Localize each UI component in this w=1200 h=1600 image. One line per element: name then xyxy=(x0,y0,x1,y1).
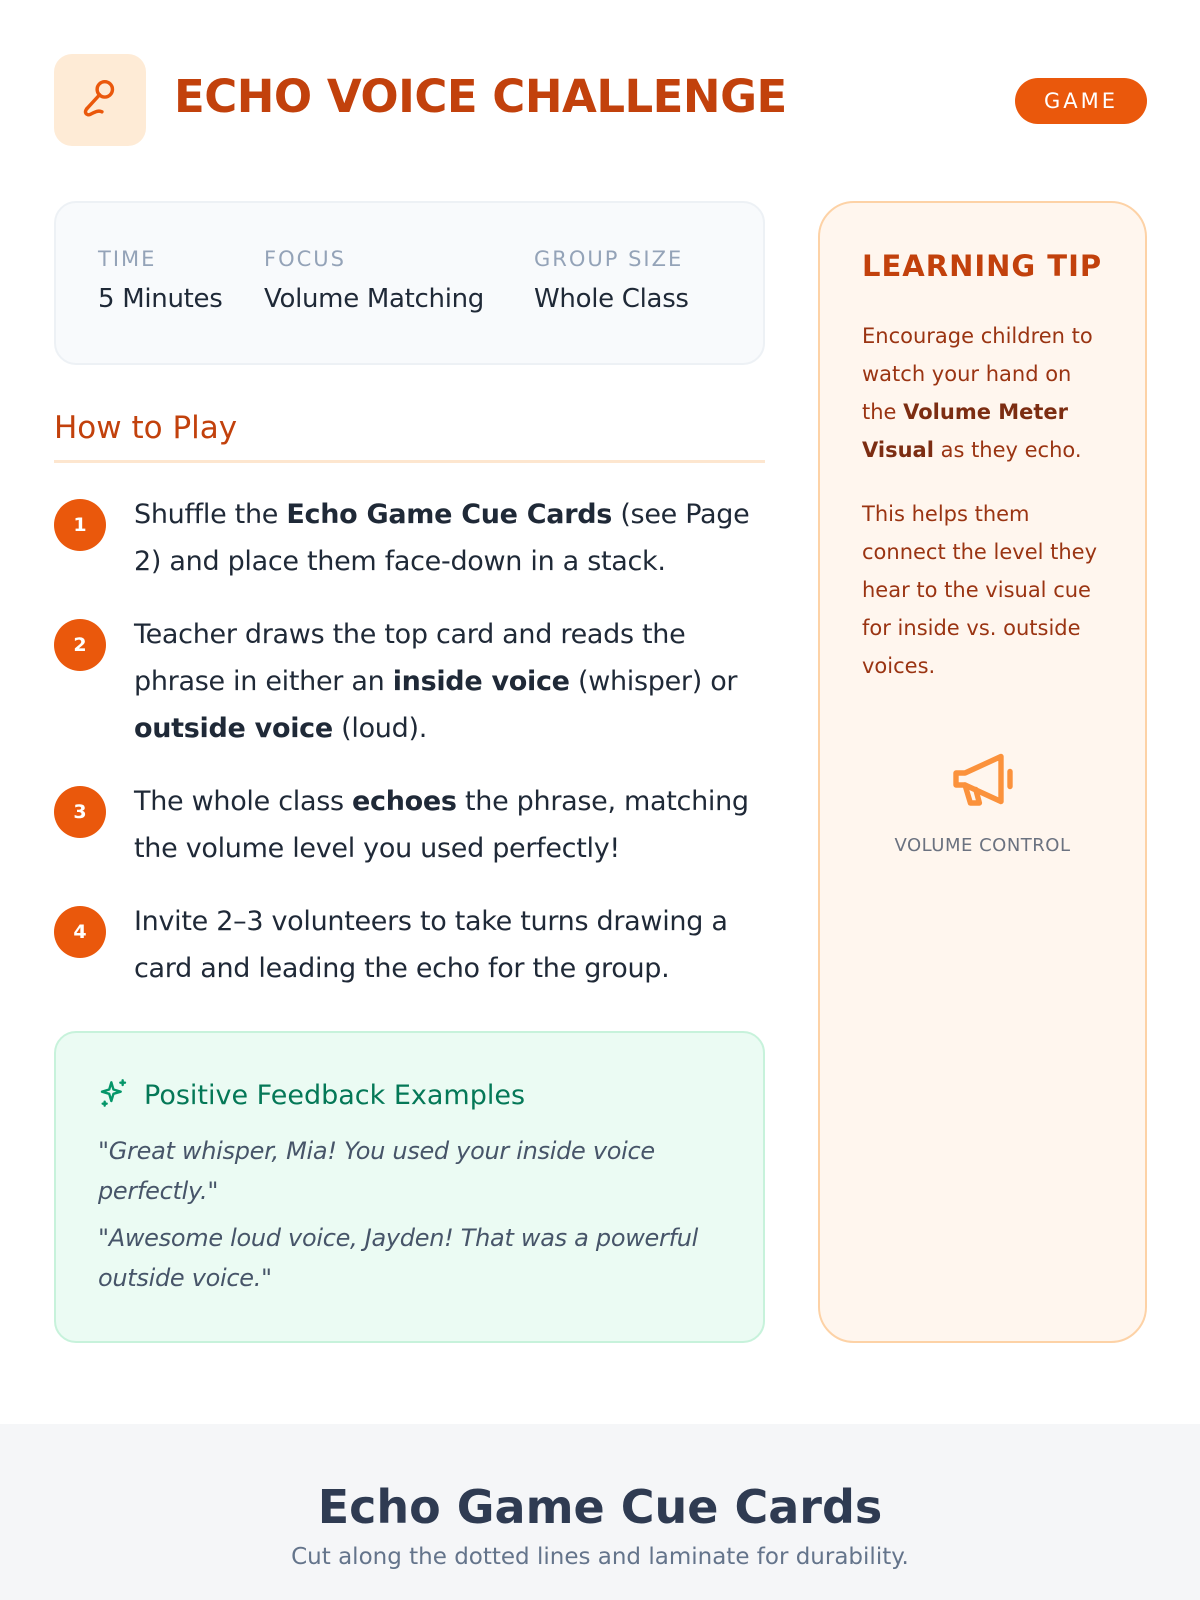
info-value: Whole Class xyxy=(534,284,689,314)
step-text: Teacher draws the top card and reads the phrase in either an inside voice (whisper) or outside voice (loud). xyxy=(134,619,738,744)
info-group-size xyxy=(534,247,689,314)
sparkle-icon xyxy=(98,1077,130,1113)
megaphone-icon xyxy=(820,743,1145,815)
divider xyxy=(54,460,765,463)
info-focus xyxy=(264,247,484,314)
game-badge: GAME xyxy=(1015,78,1147,124)
microphone-icon xyxy=(77,75,123,125)
step-number: 3 xyxy=(54,786,106,838)
learning-tip-title: LEARNING TIP xyxy=(862,249,1103,283)
cue-cards-subtitle: Cut along the dotted lines and laminate for durability. xyxy=(291,1544,909,1570)
step-number: 2 xyxy=(54,619,106,671)
tip-paragraph: This helps them connect the level they hear to the visual cue for inside vs. outside voices. xyxy=(862,502,1098,678)
positive-feedback-box xyxy=(54,1031,765,1343)
feedback-header xyxy=(98,1077,525,1113)
step-text: The whole class echoes the phrase, matching the volume level you used perfectly! xyxy=(134,786,749,864)
activity-info-card xyxy=(54,201,765,365)
cue-cards-section xyxy=(0,1424,1200,1600)
info-label: FOCUS xyxy=(264,247,346,271)
step-text: Shuffle the Echo Game Cue Cards (see Page 2) and place them face-down in a stack. xyxy=(134,499,750,577)
learning-tip-panel xyxy=(818,201,1147,1343)
feedback-quote: "Awesome loud voice, Jayden! That was a powerful outside voice." xyxy=(98,1224,698,1292)
step-number: 1 xyxy=(54,499,106,551)
feedback-title: Positive Feedback Examples xyxy=(144,1079,526,1111)
info-time xyxy=(98,247,222,314)
cue-cards-title: Echo Game Cue Cards xyxy=(317,1480,883,1534)
logo xyxy=(54,54,146,146)
feedback-quote: "Great whisper, Mia! You used your inside voice perfectly." xyxy=(98,1137,655,1205)
page-title: ECHO VOICE CHALLENGE xyxy=(174,70,787,123)
step-number: 4 xyxy=(54,906,106,958)
info-value: 5 Minutes xyxy=(98,284,223,314)
how-to-play-heading: How to Play xyxy=(54,410,238,446)
step-text: Invite 2–3 volunteers to take turns drawing a card and leading the echo for the group. xyxy=(134,906,728,984)
page-header xyxy=(54,54,1147,146)
info-label: TIME xyxy=(98,247,157,271)
info-value: Volume Matching xyxy=(264,284,485,314)
tip-paragraph: Encourage children to watch your hand on the Volume Meter Visual as they echo. xyxy=(862,324,1093,462)
info-label: GROUP SIZE xyxy=(534,247,684,271)
volume-control-caption: VOLUME CONTROL xyxy=(894,835,1071,856)
